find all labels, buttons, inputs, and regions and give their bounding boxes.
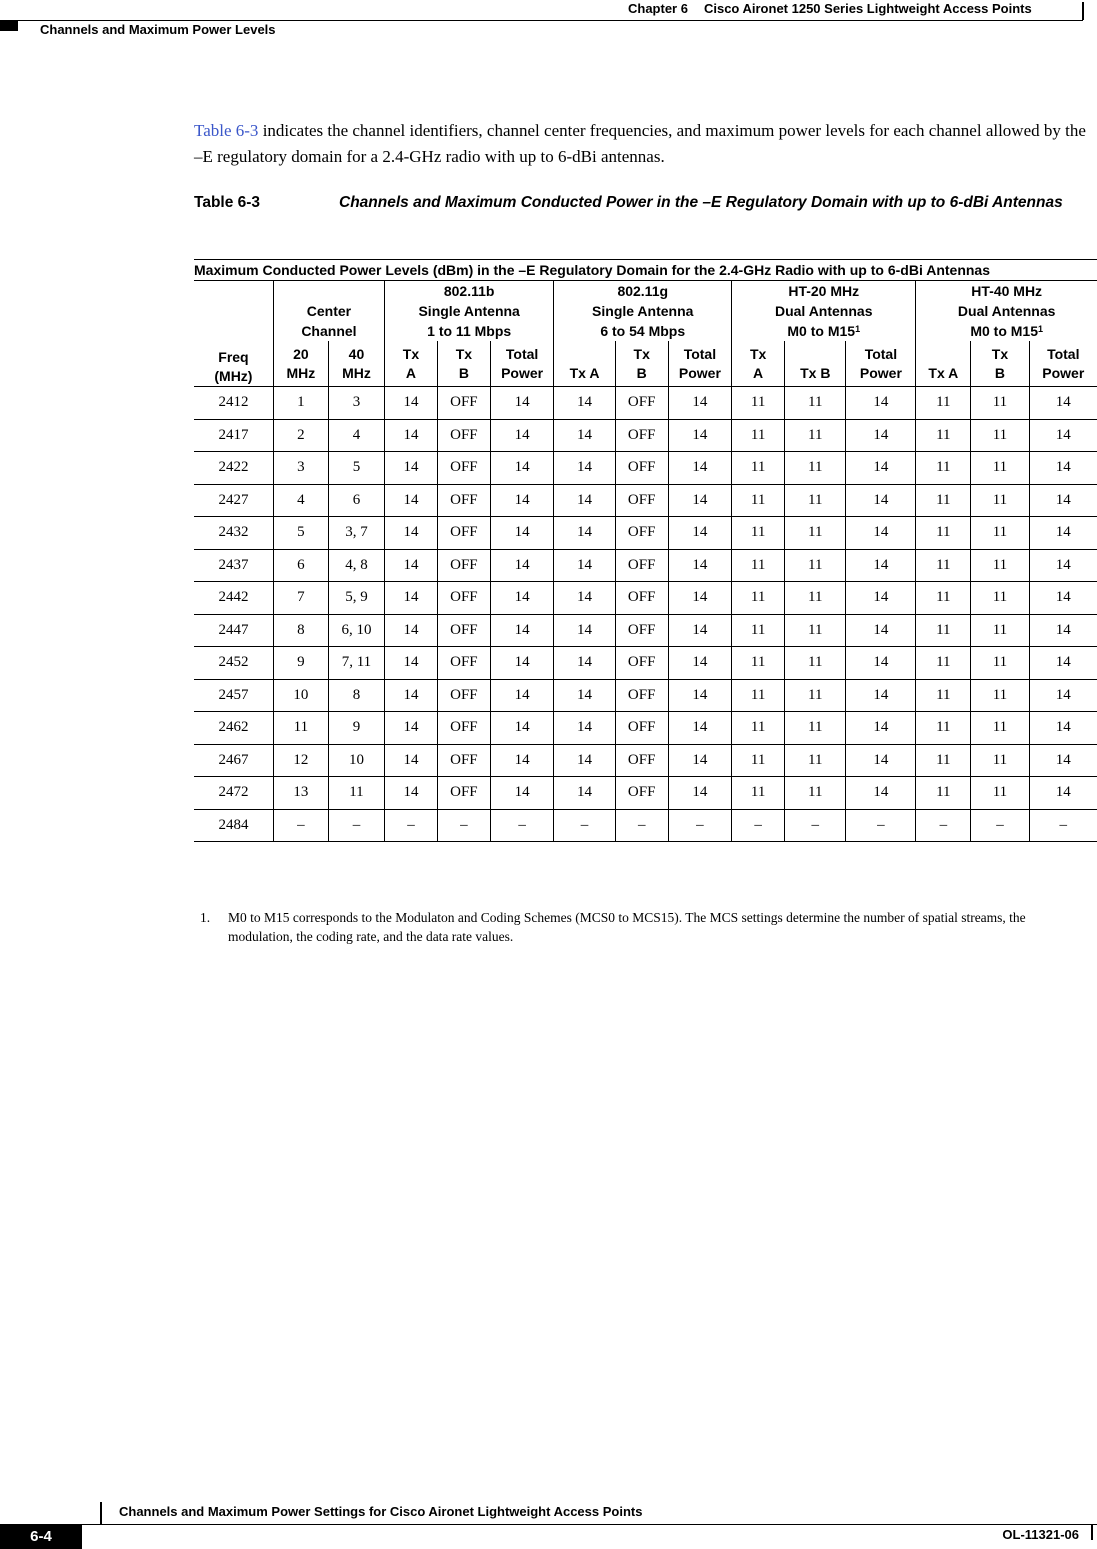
cell-g-txb: OFF (615, 549, 668, 582)
table-row (194, 419, 1097, 452)
group-ht20-mcs: M0 to M15 (787, 323, 856, 339)
cell-g-total: 14 (668, 387, 732, 420)
cell-b-total: 14 (490, 679, 554, 712)
footer-doc-code: OL-11321-06 (1002, 1527, 1079, 1542)
table-row (194, 549, 1097, 582)
cell-g-txa: 14 (554, 549, 615, 582)
group-ht20-line3 (732, 321, 915, 341)
cell-ht20-txb: 11 (785, 647, 846, 680)
cell-ch-40mhz: 11 (328, 777, 384, 810)
cell-ch-40mhz: 3, 7 (328, 517, 384, 550)
cell-ht40-txa: 11 (916, 452, 971, 485)
cell-ht20-txa: 11 (732, 484, 785, 517)
cell-ht40-txa: 11 (916, 744, 971, 777)
cell-g-txb: OFF (615, 744, 668, 777)
cell-ht20-total: 14 (846, 517, 916, 550)
table-banner: Maximum Conducted Power Levels (dBm) in the –E Regulatory Domain for the 2.4-GHz Radio with up to 6-dBi Antennas (194, 260, 1097, 281)
page-number: 6-4 (0, 1524, 82, 1549)
table-row (194, 387, 1097, 420)
cell-freq: 2432 (194, 517, 273, 550)
cell-ch-40mhz: 9 (328, 712, 384, 745)
footnote-number: 1. (200, 910, 211, 925)
cell-b-total: 14 (490, 387, 554, 420)
cell-ch-40mhz: 4, 8 (328, 549, 384, 582)
cell-g-txa: 14 (554, 484, 615, 517)
center-channel-header: Center Channel (273, 281, 384, 342)
cell-ht40-total: 14 (1029, 582, 1097, 615)
freq-group-blank (194, 281, 273, 342)
cell-ht40-txa: 11 (916, 614, 971, 647)
cell-b-txb: OFF (437, 582, 490, 615)
cell-b-txa: 14 (385, 517, 438, 550)
cell-freq: 2412 (194, 387, 273, 420)
cell-ht40-txa: 11 (916, 517, 971, 550)
cell-ht40-total: 14 (1029, 419, 1097, 452)
g-total-header: Total Power (668, 341, 732, 387)
group-ht40-line3 (916, 321, 1097, 341)
cell-ht40-txa: 11 (916, 387, 971, 420)
cell-g-total: 14 (668, 517, 732, 550)
cell-ht20-txa: 11 (732, 452, 785, 485)
cell-ht20-txb: 11 (785, 744, 846, 777)
header-rule (0, 20, 1083, 21)
cell-g-txa: 14 (554, 419, 615, 452)
footnote-text: M0 to M15 corresponds to the Modulaton and Coding Schemes (MCS0 to MCS15). The MCS settings determine the number of spatial streams, the modulation, the coding rate, and the data rate values. (228, 910, 1026, 944)
cell-ht20-txa: 11 (732, 419, 785, 452)
cell-g-txb: OFF (615, 419, 668, 452)
table-row (194, 679, 1097, 712)
group-80211b-line3: 1 to 11 Mbps (427, 323, 512, 339)
cell-ht20-total: 14 (846, 777, 916, 810)
cell-ht20-txb: 11 (785, 387, 846, 420)
cell-b-total: 14 (490, 517, 554, 550)
cell-b-total: 14 (490, 582, 554, 615)
cell-g-txb: OFF (615, 582, 668, 615)
cell-freq: 2442 (194, 582, 273, 615)
b-txb-header: Tx B (437, 341, 490, 387)
cell-b-txa: 14 (385, 614, 438, 647)
cell-ht40-txa: 11 (916, 419, 971, 452)
cell-b-txb: OFF (437, 484, 490, 517)
group-ht40-line1: HT-40 MHz (971, 283, 1043, 299)
cell-ht20-txb: 11 (785, 777, 846, 810)
b-total-header: Total Power (490, 341, 554, 387)
group-ht20-line1: HT-20 MHz (788, 283, 860, 299)
cell-ht40-total: 14 (1029, 549, 1097, 582)
cell-ht40-txb: 11 (971, 387, 1029, 420)
cell-g-total: 14 (668, 419, 732, 452)
cell-ht20-txb: 11 (785, 712, 846, 745)
cell-b-total: 14 (490, 614, 554, 647)
cell-ch-20mhz: 13 (273, 777, 328, 810)
cell-freq: 2452 (194, 647, 273, 680)
cell-g-txb: OFF (615, 647, 668, 680)
cell-ht40-txa: 11 (916, 582, 971, 615)
cell-ht20-total: 14 (846, 582, 916, 615)
table-row (194, 777, 1097, 810)
intro-text: indicates the channel identifiers, channel center frequencies, and maximum power levels for each channel allowed by the –E regulatory domain for a 2.4-GHz radio with up to 6-dBi antennas. (194, 121, 1086, 166)
cell-g-txa: 14 (554, 582, 615, 615)
group-ht20-header (732, 281, 916, 342)
group-80211g-line2: Single Antenna (592, 303, 694, 319)
cell-freq: 2427 (194, 484, 273, 517)
table-row (194, 582, 1097, 615)
cell-g-txb: – (615, 809, 668, 842)
cell-ht20-total: 14 (846, 712, 916, 745)
cell-g-total: 14 (668, 647, 732, 680)
cell-ht40-total: – (1029, 809, 1097, 842)
cell-ht40-total: 14 (1029, 387, 1097, 420)
cell-g-txb: OFF (615, 387, 668, 420)
cell-freq: 2472 (194, 777, 273, 810)
cell-b-txa: 14 (385, 647, 438, 680)
cell-g-total: 14 (668, 614, 732, 647)
cell-b-txa: 14 (385, 744, 438, 777)
cell-ht20-txa: 11 (732, 712, 785, 745)
ht20-txa-header: Tx A (732, 341, 785, 387)
cell-ht40-total: 14 (1029, 517, 1097, 550)
cell-ht40-total: 14 (1029, 744, 1097, 777)
cell-ht20-txa: 11 (732, 744, 785, 777)
footer-rule (82, 1524, 1097, 1525)
cell-g-txb: OFF (615, 517, 668, 550)
cell-b-total: 14 (490, 484, 554, 517)
cell-ht40-total: 14 (1029, 777, 1097, 810)
group-ht40-mcs: M0 to M15 (970, 323, 1038, 339)
cell-ch-20mhz: 5 (273, 517, 328, 550)
cell-ht40-txb: 11 (971, 452, 1029, 485)
cell-ht40-txb: 11 (971, 484, 1029, 517)
cell-ch-20mhz: 9 (273, 647, 328, 680)
cell-b-txa: 14 (385, 679, 438, 712)
group-80211g-line3: 6 to 54 Mbps (600, 323, 686, 339)
cell-ht20-total: – (846, 809, 916, 842)
channel-20mhz-header: 20 MHz (273, 341, 328, 387)
channel-40mhz-header: 40 MHz (328, 341, 384, 387)
cell-ch-20mhz: 1 (273, 387, 328, 420)
cell-ht40-txb: 11 (971, 679, 1029, 712)
cell-freq: 2457 (194, 679, 273, 712)
cell-ht40-total: 14 (1029, 614, 1097, 647)
cell-ht40-txa: 11 (916, 679, 971, 712)
group-80211b-header (385, 281, 554, 342)
ht40-total-header: Total Power (1029, 341, 1097, 387)
cell-b-txa: 14 (385, 549, 438, 582)
cell-ht20-txa: 11 (732, 387, 785, 420)
cell-ht40-txb: 11 (971, 777, 1029, 810)
ht40-txb-header: Tx B (971, 341, 1029, 387)
cell-g-total: 14 (668, 679, 732, 712)
cell-b-txb: OFF (437, 744, 490, 777)
footer-tick-mark (1091, 1524, 1093, 1540)
cell-ht40-txb: – (971, 809, 1029, 842)
cell-g-total: 14 (668, 777, 732, 810)
cell-b-txb: OFF (437, 614, 490, 647)
footnote-ref[interactable]: 1 (855, 324, 861, 334)
cell-b-total: 14 (490, 452, 554, 485)
cell-g-total: – (668, 809, 732, 842)
cell-b-total: 14 (490, 419, 554, 452)
cell-b-total: 14 (490, 549, 554, 582)
cell-g-txa: 14 (554, 614, 615, 647)
cell-b-txb: OFF (437, 679, 490, 712)
cell-ht20-total: 14 (846, 744, 916, 777)
cell-ht20-txa: 11 (732, 679, 785, 712)
group-80211g-header (554, 281, 732, 342)
caption-title: Channels and Maximum Conducted Power in the –E Regulatory Domain with up to 6-dBi Antennas (339, 194, 1063, 211)
cell-ch-40mhz: 8 (328, 679, 384, 712)
cell-g-txa: 14 (554, 647, 615, 680)
cell-b-txa: 14 (385, 484, 438, 517)
cell-ht20-total: 14 (846, 614, 916, 647)
table-row (194, 452, 1097, 485)
group-ht40-header (916, 281, 1097, 342)
cell-ht40-txb: 11 (971, 712, 1029, 745)
cell-ht40-total: 14 (1029, 679, 1097, 712)
cell-freq: 2447 (194, 614, 273, 647)
cell-b-txa: 14 (385, 712, 438, 745)
cell-ch-20mhz: 4 (273, 484, 328, 517)
cell-ch-20mhz: 11 (273, 712, 328, 745)
cell-ht40-txa: 11 (916, 549, 971, 582)
cell-g-total: 14 (668, 712, 732, 745)
cell-g-txa: 14 (554, 744, 615, 777)
cell-ch-40mhz: 7, 11 (328, 647, 384, 680)
cell-ht20-txa: 11 (732, 582, 785, 615)
cell-ch-40mhz: 5, 9 (328, 582, 384, 615)
cell-ht20-total: 14 (846, 647, 916, 680)
cell-b-txb: OFF (437, 387, 490, 420)
table-row (194, 614, 1097, 647)
cell-b-total: 14 (490, 712, 554, 745)
cell-b-total: 14 (490, 744, 554, 777)
group-ht20-line2: Dual Antennas (774, 303, 873, 319)
cell-ht20-txa: 11 (732, 517, 785, 550)
table-row (194, 647, 1097, 680)
cell-ht40-txa: 11 (916, 712, 971, 745)
cell-ht20-total: 14 (846, 452, 916, 485)
cell-ht20-txb: 11 (785, 582, 846, 615)
header-chapter (628, 1, 1032, 16)
cell-ht40-total: 14 (1029, 452, 1097, 485)
cell-ht20-txb: 11 (785, 549, 846, 582)
cell-b-txb: OFF (437, 647, 490, 680)
cell-freq: 2484 (194, 809, 273, 842)
chapter-title: Cisco Aironet 1250 Series Lightweight Access Points (703, 1, 1032, 16)
cell-g-txb: OFF (615, 614, 668, 647)
cell-ht40-txb: 11 (971, 614, 1029, 647)
cell-g-txa: 14 (554, 712, 615, 745)
intro-paragraph (194, 118, 1094, 170)
cell-ht20-txb: 11 (785, 679, 846, 712)
cell-b-total: 14 (490, 647, 554, 680)
cell-ht40-txa: – (916, 809, 971, 842)
cell-b-txa: 14 (385, 582, 438, 615)
table-row (194, 809, 1097, 842)
cell-ht20-txb: 11 (785, 517, 846, 550)
cell-b-txb: OFF (437, 452, 490, 485)
cell-g-txb: OFF (615, 484, 668, 517)
cell-ch-20mhz: 3 (273, 452, 328, 485)
table-body (194, 387, 1097, 842)
power-table (194, 259, 1097, 842)
group-80211b-line1: 802.11b (443, 283, 495, 299)
cell-ch-20mhz: 12 (273, 744, 328, 777)
cell-ht20-txb: – (785, 809, 846, 842)
cell-ht20-txa: – (732, 809, 785, 842)
footer-vertical-rule (100, 1502, 102, 1524)
cell-ch-20mhz: 8 (273, 614, 328, 647)
cell-ht20-txa: 11 (732, 549, 785, 582)
ht20-txb-header: Tx B (785, 341, 846, 387)
cell-ch-20mhz: – (273, 809, 328, 842)
header-block (0, 21, 18, 31)
cell-ht20-txb: 11 (785, 419, 846, 452)
group-80211g-line1: 802.11g (617, 283, 669, 299)
cell-freq: 2467 (194, 744, 273, 777)
cell-ch-20mhz: 10 (273, 679, 328, 712)
cell-b-txb: – (437, 809, 490, 842)
cell-g-txa: 14 (554, 517, 615, 550)
cell-ht40-txa: 11 (916, 647, 971, 680)
cell-ch-40mhz: 5 (328, 452, 384, 485)
cell-ht40-txa: 11 (916, 777, 971, 810)
cell-ht20-total: 14 (846, 419, 916, 452)
cell-ch-40mhz: – (328, 809, 384, 842)
cell-ht40-txb: 11 (971, 744, 1029, 777)
cell-ht20-txa: 11 (732, 614, 785, 647)
cell-g-total: 14 (668, 582, 732, 615)
header-tick-mark (1082, 2, 1084, 20)
cell-ch-40mhz: 6 (328, 484, 384, 517)
cell-freq: 2437 (194, 549, 273, 582)
table-row (194, 484, 1097, 517)
cell-g-txb: OFF (615, 452, 668, 485)
ht20-total-header: Total Power (846, 341, 916, 387)
cell-b-txb: OFF (437, 712, 490, 745)
cell-g-txb: OFF (615, 679, 668, 712)
cell-ht20-txb: 11 (785, 614, 846, 647)
cell-freq: 2422 (194, 452, 273, 485)
cell-ht40-txb: 11 (971, 647, 1029, 680)
cell-ht20-txb: 11 (785, 452, 846, 485)
cell-g-total: 14 (668, 452, 732, 485)
g-txa-header: Tx A (554, 341, 615, 387)
cell-ht20-total: 14 (846, 679, 916, 712)
cell-ht20-txa: 11 (732, 777, 785, 810)
cell-ch-20mhz: 7 (273, 582, 328, 615)
table-row (194, 744, 1097, 777)
cell-ch-20mhz: 2 (273, 419, 328, 452)
caption-number: Table 6-3 (194, 194, 261, 211)
header-section: Channels and Maximum Power Levels (40, 22, 276, 37)
freq-header: Freq (MHz) (194, 341, 273, 387)
g-txb-header: Tx B (615, 341, 668, 387)
cell-g-txa: 14 (554, 679, 615, 712)
cell-ch-40mhz: 4 (328, 419, 384, 452)
cell-ht40-txb: 11 (971, 419, 1029, 452)
cell-ht20-txb: 11 (785, 484, 846, 517)
cell-g-txb: OFF (615, 777, 668, 810)
table-row (194, 517, 1097, 550)
cell-b-txa: 14 (385, 387, 438, 420)
cell-g-txa: – (554, 809, 615, 842)
cell-ht40-total: 14 (1029, 647, 1097, 680)
cell-g-txa: 14 (554, 777, 615, 810)
cell-ht40-txa: 11 (916, 484, 971, 517)
cell-ht40-txb: 11 (971, 582, 1029, 615)
cell-b-txb: OFF (437, 777, 490, 810)
footnote (200, 908, 1090, 946)
cell-g-total: 14 (668, 549, 732, 582)
cell-g-txb: OFF (615, 712, 668, 745)
cell-b-txb: OFF (437, 419, 490, 452)
cell-ch-40mhz: 10 (328, 744, 384, 777)
group-ht40-line2: Dual Antennas (957, 303, 1056, 319)
cell-ht20-txa: 11 (732, 647, 785, 680)
cell-ht20-total: 14 (846, 387, 916, 420)
table-row (194, 712, 1097, 745)
cell-b-txb: OFF (437, 549, 490, 582)
cell-freq: 2417 (194, 419, 273, 452)
b-txa-header: Tx A (385, 341, 438, 387)
cell-ht40-txb: 11 (971, 549, 1029, 582)
cell-ht40-txb: 11 (971, 517, 1029, 550)
cell-b-txa: 14 (385, 419, 438, 452)
cell-b-total: – (490, 809, 554, 842)
ht40-txa-header: Tx A (916, 341, 971, 387)
cell-g-txa: 14 (554, 452, 615, 485)
cell-g-total: 14 (668, 744, 732, 777)
cell-ch-40mhz: 6, 10 (328, 614, 384, 647)
cell-b-total: 14 (490, 777, 554, 810)
footnote-ref[interactable]: 1 (1038, 324, 1044, 334)
chapter-label: Chapter 6 (628, 1, 688, 16)
cell-freq: 2462 (194, 712, 273, 745)
cell-b-txa: 14 (385, 777, 438, 810)
cell-g-total: 14 (668, 484, 732, 517)
cell-ht40-total: 14 (1029, 712, 1097, 745)
cell-b-txb: OFF (437, 517, 490, 550)
cell-b-txa: – (385, 809, 438, 842)
cell-g-txa: 14 (554, 387, 615, 420)
cell-ht20-total: 14 (846, 484, 916, 517)
cell-ch-40mhz: 3 (328, 387, 384, 420)
cell-ch-20mhz: 6 (273, 549, 328, 582)
footer-doc-title: Channels and Maximum Power Settings for Cisco Aironet Lightweight Access Points (119, 1504, 643, 1519)
table-xref-link[interactable]: Table 6-3 (194, 121, 259, 140)
cell-ht40-total: 14 (1029, 484, 1097, 517)
cell-b-txa: 14 (385, 452, 438, 485)
cell-ht20-total: 14 (846, 549, 916, 582)
group-80211b-line2: Single Antenna (418, 303, 520, 319)
